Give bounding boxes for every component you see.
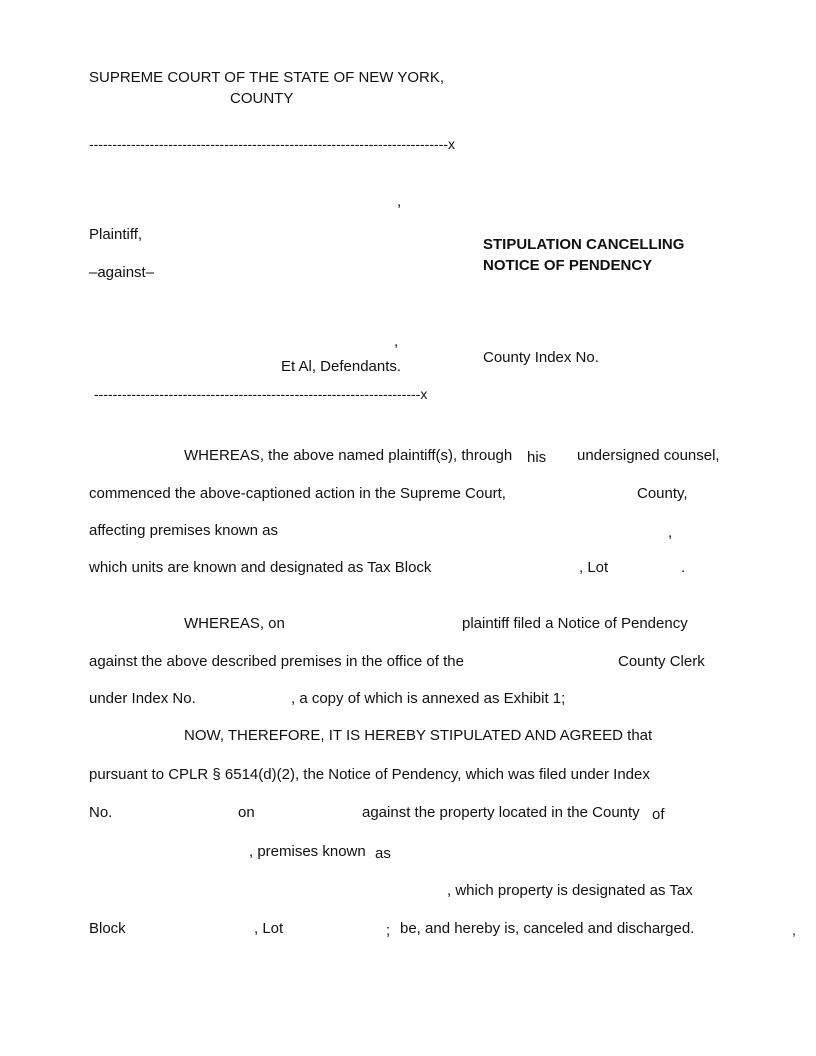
stipulation-no-label: No.: [89, 804, 113, 821]
whereas-2-text-a: WHEREAS, on: [184, 615, 285, 632]
whereas-2-text-c: against the above described premises in the office of the: [89, 653, 464, 670]
whereas-1-text-g: which units are known and designated as Tax Block: [89, 559, 432, 576]
whereas-1-comma: ,: [668, 524, 673, 541]
whereas-2-county-clerk: County Clerk: [618, 653, 705, 670]
whereas-1-lot: , Lot: [579, 559, 609, 576]
stipulation-text-e: against the property located in the County: [362, 804, 640, 821]
defendant-name-comma: ,: [394, 333, 399, 350]
stipulation-semicolon: ;: [386, 922, 391, 939]
stipulation-of: of: [652, 806, 665, 823]
whereas-1-text-a: WHEREAS, the above named plaintiff(s), through: [184, 447, 513, 464]
caption-bottom-divider: ----------------------------------------------------------------------x: [94, 386, 428, 402]
caption-top-divider: -----------------------------------------------------------------------------x: [89, 136, 455, 152]
plaintiff-label: Plaintiff,: [89, 226, 143, 243]
stipulation-trailing-comma: ,: [792, 922, 796, 938]
defendants-label: Et Al, Defendants.: [281, 358, 402, 375]
stipulation-text-k: be, and hereby is, canceled and discharged.: [400, 920, 695, 937]
county-label: COUNTY: [230, 90, 294, 107]
whereas-2-text-b: plaintiff filed a Notice of Pendency: [462, 615, 688, 632]
stipulation-on-label: on: [238, 804, 255, 821]
whereas-1-text-e: affecting premises known as: [89, 522, 278, 539]
stipulation-text-g: , which property is designated as Tax: [447, 882, 693, 899]
whereas-1-text-c: commenced the above-captioned action in the Supreme Court,: [89, 485, 506, 502]
stipulation-text-a: NOW, THEREFORE, IT IS HEREBY STIPULATED AND AGREED that: [184, 727, 653, 744]
stipulation-premises-known: , premises known: [249, 843, 366, 860]
against-label: –against–: [89, 264, 155, 281]
stipulation-lot-label: , Lot: [254, 920, 284, 937]
document-title-line-1: STIPULATION CANCELLING: [483, 236, 685, 253]
stipulation-as: as: [375, 845, 391, 862]
document-title-line-2: NOTICE OF PENDENCY: [483, 257, 653, 274]
stipulation-block-label: Block: [89, 920, 126, 937]
court-name: SUPREME COURT OF THE STATE OF NEW YORK,: [89, 69, 445, 86]
whereas-2-index-label: under Index No.: [89, 690, 196, 707]
whereas-1-text-b: undersigned counsel,: [577, 447, 720, 464]
county-index-label: County Index No.: [483, 349, 599, 366]
whereas-1-county: County,: [637, 485, 688, 502]
stipulation-text-b: pursuant to CPLR § 6514(d)(2), the Notice of Pendency, which was filed under Index: [89, 766, 650, 783]
plaintiff-name-comma: ,: [397, 193, 402, 210]
whereas-2-text-f: , a copy of which is annexed as Exhibit 1;: [291, 690, 566, 707]
whereas-1-period: .: [681, 559, 686, 576]
whereas-1-his: his: [527, 449, 547, 466]
